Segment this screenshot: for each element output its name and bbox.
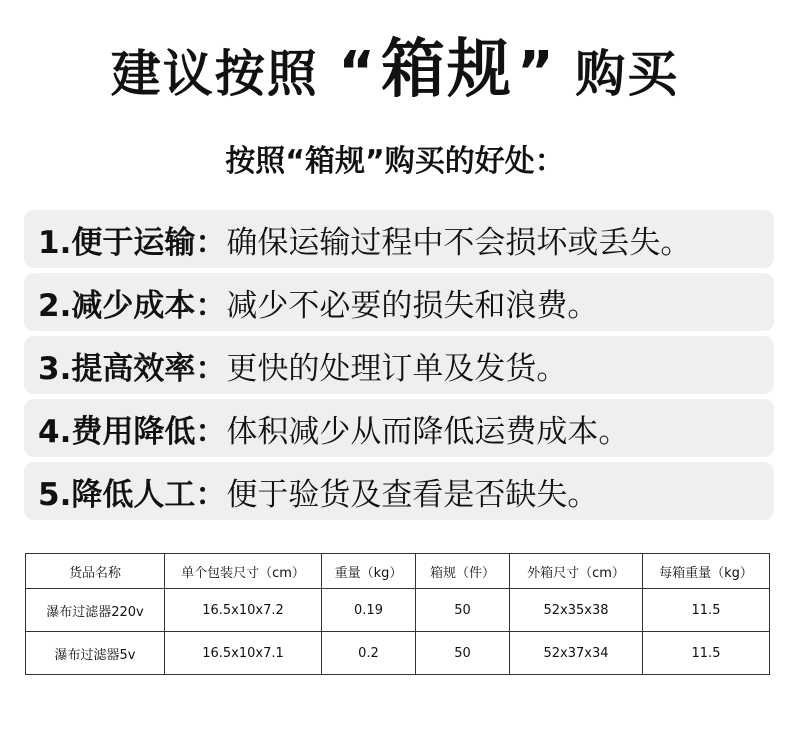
benefit-body: 更快的处理订单及发货。 xyxy=(226,350,568,387)
column-header: 单个包装尺寸（cm） xyxy=(165,554,322,589)
title-emphasis: 箱规 xyxy=(381,33,513,107)
table-cell: 0.2 xyxy=(322,632,416,675)
benefit-body: 减少不必要的损失和浪费。 xyxy=(226,287,599,324)
benefit-item xyxy=(24,399,774,457)
column-header: 外箱尺寸（cm） xyxy=(510,554,643,589)
table-cell: 16.5x10x7.2 xyxy=(165,589,322,632)
table-cell: 52x37x34 xyxy=(510,632,643,675)
table-cell: 52x35x38 xyxy=(510,589,643,632)
table-cell: 瀑布过滤器5v xyxy=(26,632,165,675)
page-title xyxy=(0,18,790,110)
column-header: 每箱重量（kg） xyxy=(643,554,770,589)
column-header: 重量（kg） xyxy=(322,554,416,589)
table-cell: 50 xyxy=(416,632,510,675)
benefit-head: 1.便于运输： xyxy=(38,224,227,261)
benefit-body: 确保运输过程中不会损坏或丢失。 xyxy=(226,224,692,261)
title-post: 购买 xyxy=(575,45,680,103)
table-cell: 11.5 xyxy=(643,589,770,632)
benefit-item xyxy=(24,462,774,520)
benefit-item xyxy=(24,273,774,331)
table-header-row xyxy=(26,554,770,589)
column-header: 箱规（件） xyxy=(416,554,510,589)
benefit-body: 体积减少从而降低运费成本。 xyxy=(226,413,630,450)
title-pre: 建议按照 xyxy=(110,45,319,103)
table-cell: 11.5 xyxy=(643,632,770,675)
benefit-head: 3.提高效率： xyxy=(38,350,227,387)
table-cell: 50 xyxy=(416,589,510,632)
column-header: 货品名称 xyxy=(26,554,165,589)
subtitle: 按照“箱规”购买的好处： xyxy=(225,144,565,179)
benefit-item xyxy=(24,210,774,268)
benefit-head: 4.费用降低： xyxy=(38,413,227,450)
benefit-head: 2.减少成本： xyxy=(38,287,227,324)
title-quote-open: “ xyxy=(338,40,377,105)
spec-table xyxy=(25,553,770,675)
benefit-head: 5.降低人工： xyxy=(38,476,227,513)
table-cell: 瀑布过滤器220v xyxy=(26,589,165,632)
table-cell: 16.5x10x7.1 xyxy=(165,632,322,675)
benefit-body: 便于验货及查看是否缺失。 xyxy=(226,476,599,513)
table-cell: 0.19 xyxy=(322,589,416,632)
title-quote-close: ” xyxy=(517,40,556,105)
table-row xyxy=(26,589,770,632)
benefit-item xyxy=(24,336,774,394)
table-row xyxy=(26,632,770,675)
benefits-list xyxy=(24,210,774,525)
